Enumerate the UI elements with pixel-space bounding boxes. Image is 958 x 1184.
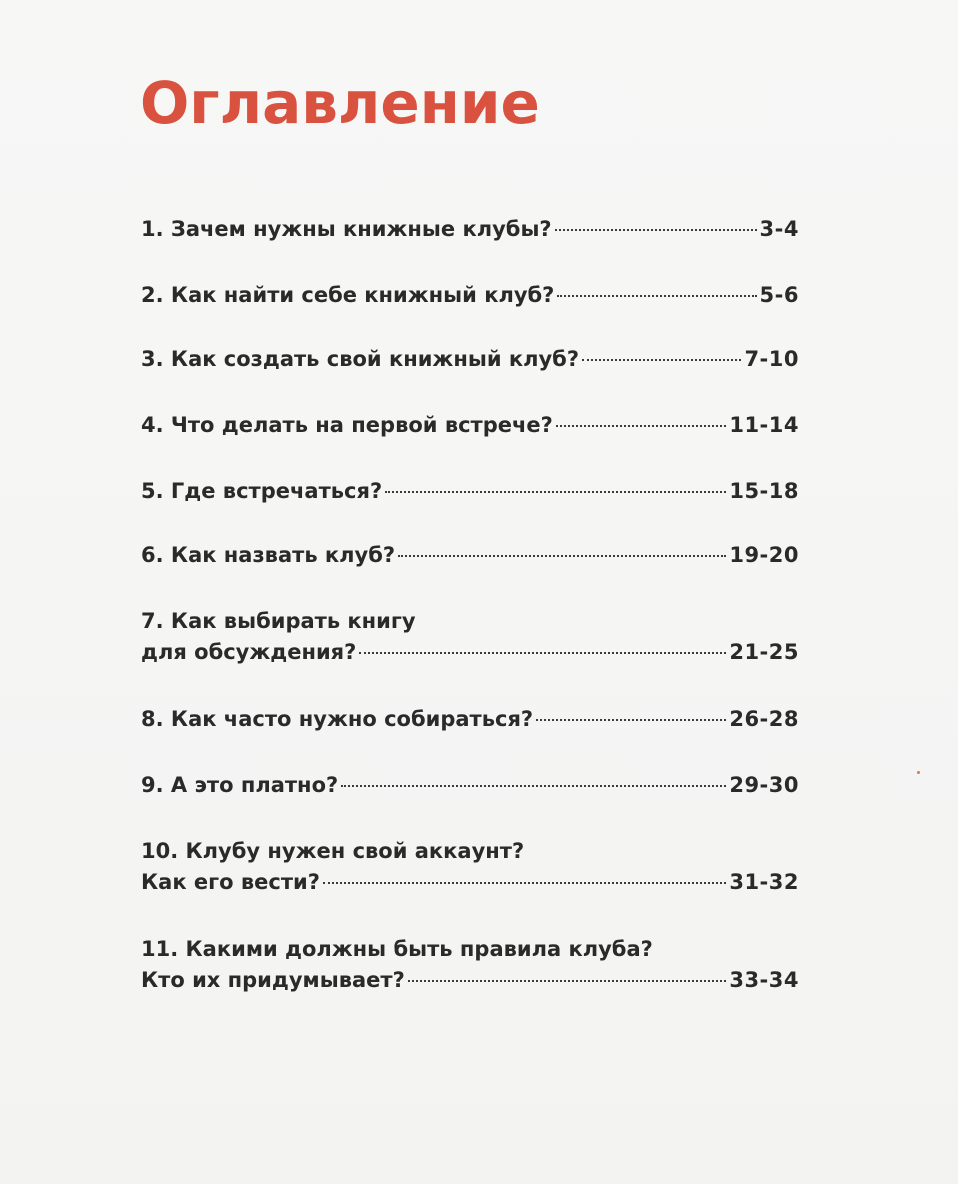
toc-entry-title: 9. А это платно? xyxy=(141,773,339,797)
toc-entry-title: 4. Что делать на первой встрече? xyxy=(141,413,553,437)
toc-entry-pages: 26-28 xyxy=(729,707,799,731)
toc-entry-pages: 15-18 xyxy=(729,479,799,503)
toc-entry xyxy=(141,214,799,245)
toc-entry xyxy=(141,280,799,311)
toc-entry-pages: 11-14 xyxy=(729,413,799,437)
toc-line xyxy=(141,344,799,375)
dot-leader xyxy=(555,229,757,231)
dot-leader xyxy=(385,491,726,493)
toc-line xyxy=(141,214,799,245)
toc-entry xyxy=(141,770,799,801)
toc-entry-pages: 31-32 xyxy=(729,870,799,894)
toc-entry-title: 3. Как создать свой книжный клуб? xyxy=(141,347,580,371)
dot-leader xyxy=(323,882,726,884)
toc-line xyxy=(141,704,799,735)
toc-line xyxy=(141,934,799,965)
toc-entry xyxy=(141,344,799,375)
toc-entry-pages: 7-10 xyxy=(744,347,799,371)
page-title: Оглавление xyxy=(140,69,540,137)
toc-entry-title: 1. Зачем нужны книжные клубы? xyxy=(141,217,552,241)
toc-entry-title: 7. Как выбирать книгу xyxy=(141,609,416,633)
toc-entry xyxy=(141,704,799,735)
toc-entry xyxy=(141,410,799,441)
toc-entry xyxy=(141,476,799,507)
toc-line xyxy=(141,540,799,571)
toc-line xyxy=(141,410,799,441)
toc-entry xyxy=(141,934,799,996)
toc-line xyxy=(141,836,799,867)
toc-entry xyxy=(141,836,799,898)
dot-leader xyxy=(398,555,726,557)
toc-line xyxy=(141,476,799,507)
toc-entry-pages: 21-25 xyxy=(729,640,799,664)
toc-entry xyxy=(141,606,799,668)
dot-leader xyxy=(556,425,726,427)
dot-leader xyxy=(408,980,727,982)
toc-entry-pages: 33-34 xyxy=(729,968,799,992)
toc-entry-title: 8. Как часто нужно собираться? xyxy=(141,707,534,731)
toc-entry xyxy=(141,540,799,571)
paper-speck xyxy=(917,771,920,774)
toc-line xyxy=(141,637,799,668)
dot-leader xyxy=(536,719,726,721)
dot-leader xyxy=(359,652,726,654)
toc-entry-title-continued: для обсуждения? xyxy=(141,640,357,664)
toc-entry-pages: 5-6 xyxy=(759,283,799,307)
toc-entry-title-continued: Кто их придумывает? xyxy=(141,968,405,992)
dot-leader xyxy=(582,359,741,361)
toc-entry-title: 6. Как назвать клуб? xyxy=(141,543,396,567)
toc-entry-pages: 29-30 xyxy=(729,773,799,797)
toc-entry-title: 10. Клубу нужен свой аккаунт? xyxy=(141,839,525,863)
toc-entry-title: 2. Как найти себе книжный клуб? xyxy=(141,283,555,307)
toc-line xyxy=(141,770,799,801)
dot-leader xyxy=(341,785,726,787)
toc-entry-title-continued: Как его вести? xyxy=(141,870,320,894)
toc-entry-pages: 19-20 xyxy=(729,543,799,567)
toc-line xyxy=(141,606,799,637)
toc-entry-title: 5. Где встречаться? xyxy=(141,479,383,503)
toc-line xyxy=(141,965,799,996)
toc-line xyxy=(141,867,799,898)
toc-line xyxy=(141,280,799,311)
toc-entry-pages: 3-4 xyxy=(759,217,799,241)
dot-leader xyxy=(557,295,756,297)
toc-entry-title: 11. Какими должны быть правила клуба? xyxy=(141,937,653,961)
